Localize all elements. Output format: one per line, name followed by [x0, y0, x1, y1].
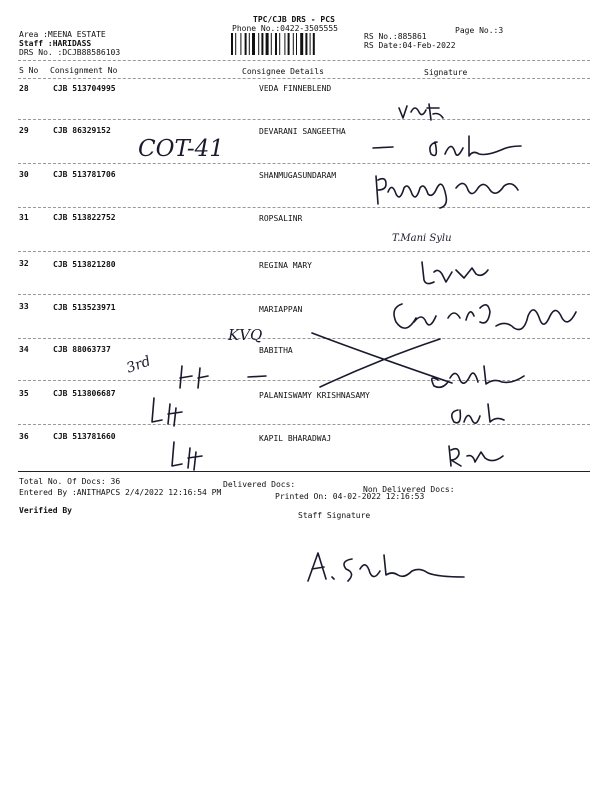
column-header-separator	[18, 78, 590, 79]
handwritten-initials-row35	[146, 394, 196, 428]
row-consignment: CJB 88063737	[53, 345, 111, 354]
row-consignee: REGINA MARY	[259, 261, 312, 270]
column-header-consignment: Consignment No	[50, 66, 118, 75]
entered-by: Entered By :ANITHAPCS 2/4/2022 12:16:54 PM	[19, 488, 222, 497]
handwritten-initials-row34	[176, 360, 216, 392]
row-consignment: CJB 513821280	[53, 260, 116, 269]
row-consignee: PALANISWAMY KRISHNASAMY	[259, 391, 370, 400]
signature-row28	[395, 98, 455, 128]
row-sno: 29	[19, 126, 29, 135]
svg-text:T.Mani Sylu: T.Mani Sylu	[392, 233, 452, 244]
total-docs: Total No. Of Docs: 36	[19, 477, 121, 486]
staff-signature-image	[296, 545, 476, 590]
signature-row36	[443, 440, 523, 472]
handwritten-note-row29	[136, 126, 246, 164]
printed-on: Printed On: 04-02-2022 12:16:53	[275, 492, 425, 501]
staff-signature-label: Staff Signature	[298, 511, 371, 520]
row-consignment: CJB 513822752	[53, 213, 116, 222]
row-consignee: SHANMUGASUNDARAM	[259, 171, 337, 180]
row-consignee: MARIAPPAN	[259, 305, 303, 314]
delivered-docs: Delivered Docs:	[223, 480, 296, 489]
row-separator	[18, 251, 590, 252]
signature-row35	[446, 400, 516, 432]
row-sno: 32	[19, 259, 29, 268]
svg-text:COT-41: COT-41	[138, 136, 224, 162]
staff-label: Staff :HARIDASS	[19, 39, 92, 48]
row-consignee: BABITHA	[259, 346, 293, 355]
dash-mark-row34	[244, 372, 274, 382]
column-header-sno: S No	[19, 66, 39, 75]
area-label: Area :MEENA ESTATE	[19, 30, 106, 39]
phone-number: Phone No.:0422-3505555	[232, 24, 338, 33]
svg-text:3rd: 3rd	[124, 353, 153, 377]
row-consignment: CJB 513704995	[53, 84, 116, 93]
signature-row30	[372, 170, 532, 210]
svg-text:KVQ: KVQ	[228, 326, 263, 344]
row-consignment: CJB 86329152	[53, 126, 111, 135]
row-sno: 34	[19, 345, 29, 354]
barcode-image	[230, 33, 348, 55]
column-header-consignee: Consignee Details	[242, 67, 324, 76]
row-consignment: CJB 513781706	[53, 170, 116, 179]
row-separator	[18, 294, 590, 295]
non-delivered-docs: Non Delivered Docs:	[363, 485, 455, 494]
row-consignee: KAPIL BHARADWAJ	[259, 434, 332, 443]
row-consignee: VEDA FINNEBLEND	[259, 84, 332, 93]
row-sno: 35	[19, 389, 29, 398]
row-consignment: CJB 513523971	[53, 303, 116, 312]
header-separator	[18, 60, 590, 61]
row-separator	[18, 119, 590, 120]
row-sno: 33	[19, 302, 29, 311]
row-consignee: DEVARANI SANGEETHA	[259, 127, 346, 136]
row-sno: 30	[19, 170, 29, 179]
column-header-signature: Signature	[424, 68, 468, 77]
document-title: TPC/CJB DRS - PCS	[253, 15, 335, 24]
drs-number: DRS No. :DCJB88586103	[19, 48, 121, 57]
verified-by: Verified By	[19, 506, 72, 515]
cross-mark-row33-34	[300, 325, 460, 395]
row-consignment: CJB 513781660	[53, 432, 116, 441]
handwritten-mark-row34	[124, 345, 174, 377]
signature-row29	[365, 132, 530, 168]
row-consignee: ROPSALINR	[259, 214, 303, 223]
row-consignment: CJB 513806687	[53, 389, 116, 398]
rs-number: RS No.:885861	[364, 32, 427, 41]
handwritten-note-row34	[226, 320, 296, 348]
handwritten-initials-row36	[166, 438, 216, 470]
signature-row32	[416, 258, 496, 288]
rs-date: RS Date:04-Feb-2022	[364, 41, 456, 50]
page-number: Page No.:3	[455, 26, 504, 35]
row-sno: 36	[19, 432, 29, 441]
handwritten-note-row31	[392, 225, 512, 250]
row-sno: 31	[19, 213, 29, 222]
row-sno: 28	[19, 84, 29, 93]
